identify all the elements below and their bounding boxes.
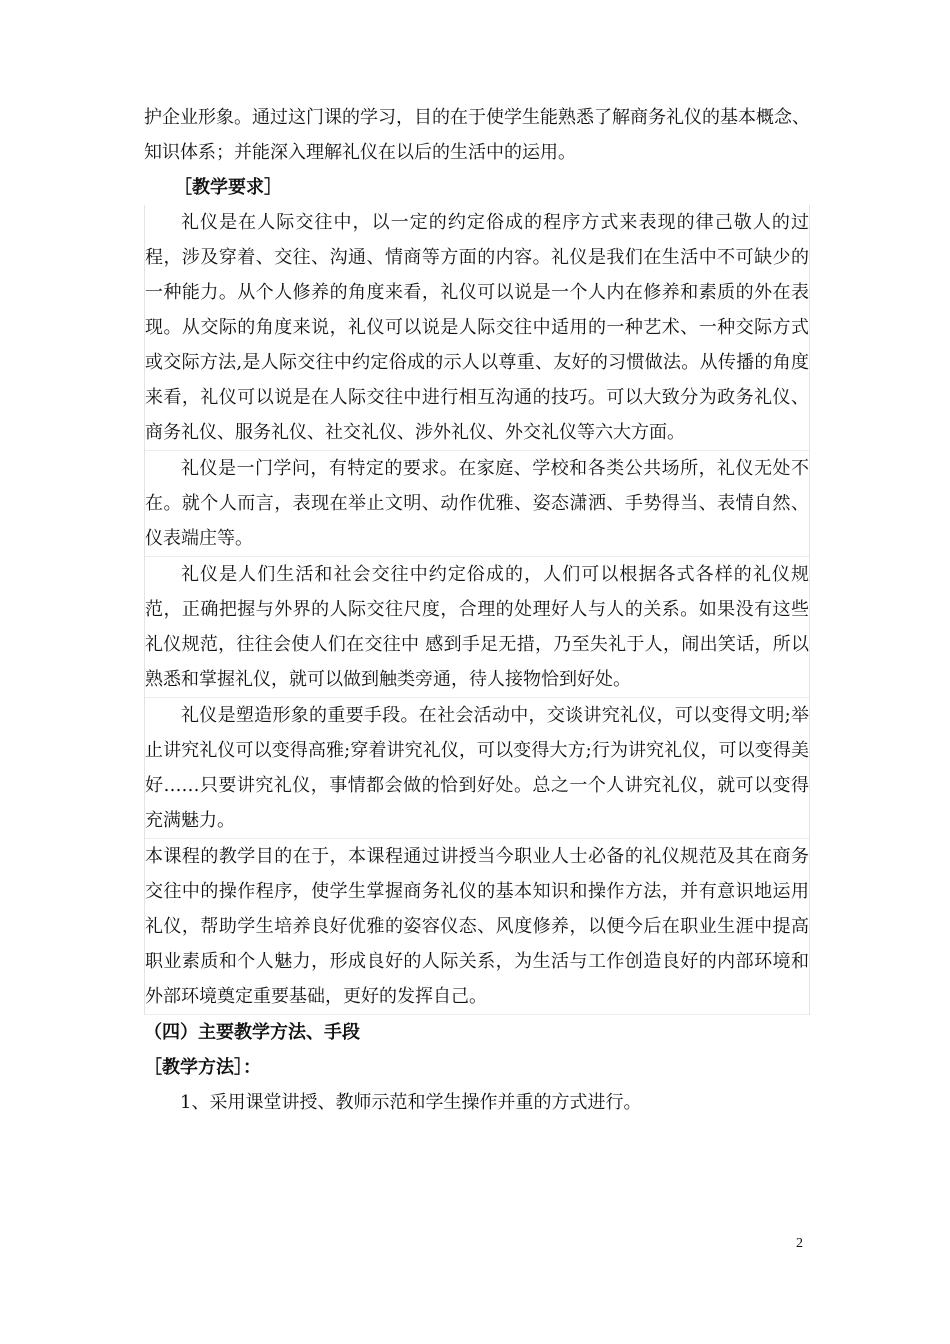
requirements-text-block <box>144 205 810 1015</box>
paragraph-etiquette-norms: 礼仪是人们生活和社会交往中约定俗成的，人们可以根据各式各样的礼仪规范，正确把握与外界的人际交往尺度，合理的处理好人与人的关系。如果没有这些礼仪规范，往往会使人们在交往中 感到手足无措，乃至失礼于人，闹出笑话，所以熟悉和掌握礼仪，就可以做到触类旁通，待人接物恰到好处。 <box>145 557 809 698</box>
teaching-methods-section-heading: （四）主要教学方法、手段 <box>144 1022 360 1043</box>
teaching-methods-subheading: ［教学方法］： <box>144 1057 261 1078</box>
page-number: 2 <box>796 1236 803 1251</box>
page-content <box>144 100 810 1120</box>
paragraph-course-objective: 本课程的教学目的在于，本课程通过讲授当今职业人士必备的礼仪规范及其在商务交往中的操作程序，使学生掌握商务礼仪的基本知识和操作方法，并有意识地运用礼仪，帮助学生培养良好优雅的姿容仪态、风度修养，以便今后在职业生涯中提高职业素质和个人魅力，形成良好的人际关系，为生活与工作创造良好的内部环境和外部环境奠定重要基础，更好的发挥自己。 <box>145 839 809 1015</box>
intro-continuation-paragraph: 护企业形象。通过这门课的学习，目的在于使学生能熟悉了解商务礼仪的基本概念、知识体系；并能深入理解礼仪在以后的生活中的运用。 <box>144 107 810 163</box>
teaching-method-item-1: 1、采用课堂讲授、教师示范和学生操作并重的方式进行。 <box>180 1092 642 1113</box>
paragraph-etiquette-image: 礼仪是塑造形象的重要手段。在社会活动中，交谈讲究礼仪，可以变得文明;举止讲究礼仪可以变得高雅;穿着讲究礼仪，可以变得大方;行为讲究礼仪，可以变得美好……只要讲究礼仪，事情都会做的恰到好处。总之一个人讲究礼仪，就可以变得充满魅力。 <box>145 698 809 839</box>
paragraph-etiquette-requirements: 礼仪是一门学问，有特定的要求。在家庭、学校和各类公共场所，礼仪无处不在。就个人而言，表现在举止文明、动作优雅、姿态潇洒、手势得当、表情自然、仪表端庄等。 <box>145 451 809 557</box>
paragraph-etiquette-definition: 礼仪是在人际交往中，以一定的约定俗成的程序方式来表现的律己敬人的过程，涉及穿着、交往、沟通、情商等方面的内容。礼仪是我们在生活中不可缺少的一种能力。从个人修养的角度来看，礼仪可以说是一个人内在修养和素质的外在表现。从交际的角度来说，礼仪可以说是人际交往中适用的一种艺术、一种交际方式或交际方法,是人际交往中约定俗成的示人以尊重、友好的习惯做法。从传播的角度来看，礼仪可以说是在人际交往中进行相互沟通的技巧。可以大致分为政务礼仪、商务礼仪、服务礼仪、社交礼仪、涉外礼仪、外交礼仪等六大方面。 <box>145 205 809 451</box>
teaching-requirements-heading: ［教学要求］ <box>174 177 282 198</box>
